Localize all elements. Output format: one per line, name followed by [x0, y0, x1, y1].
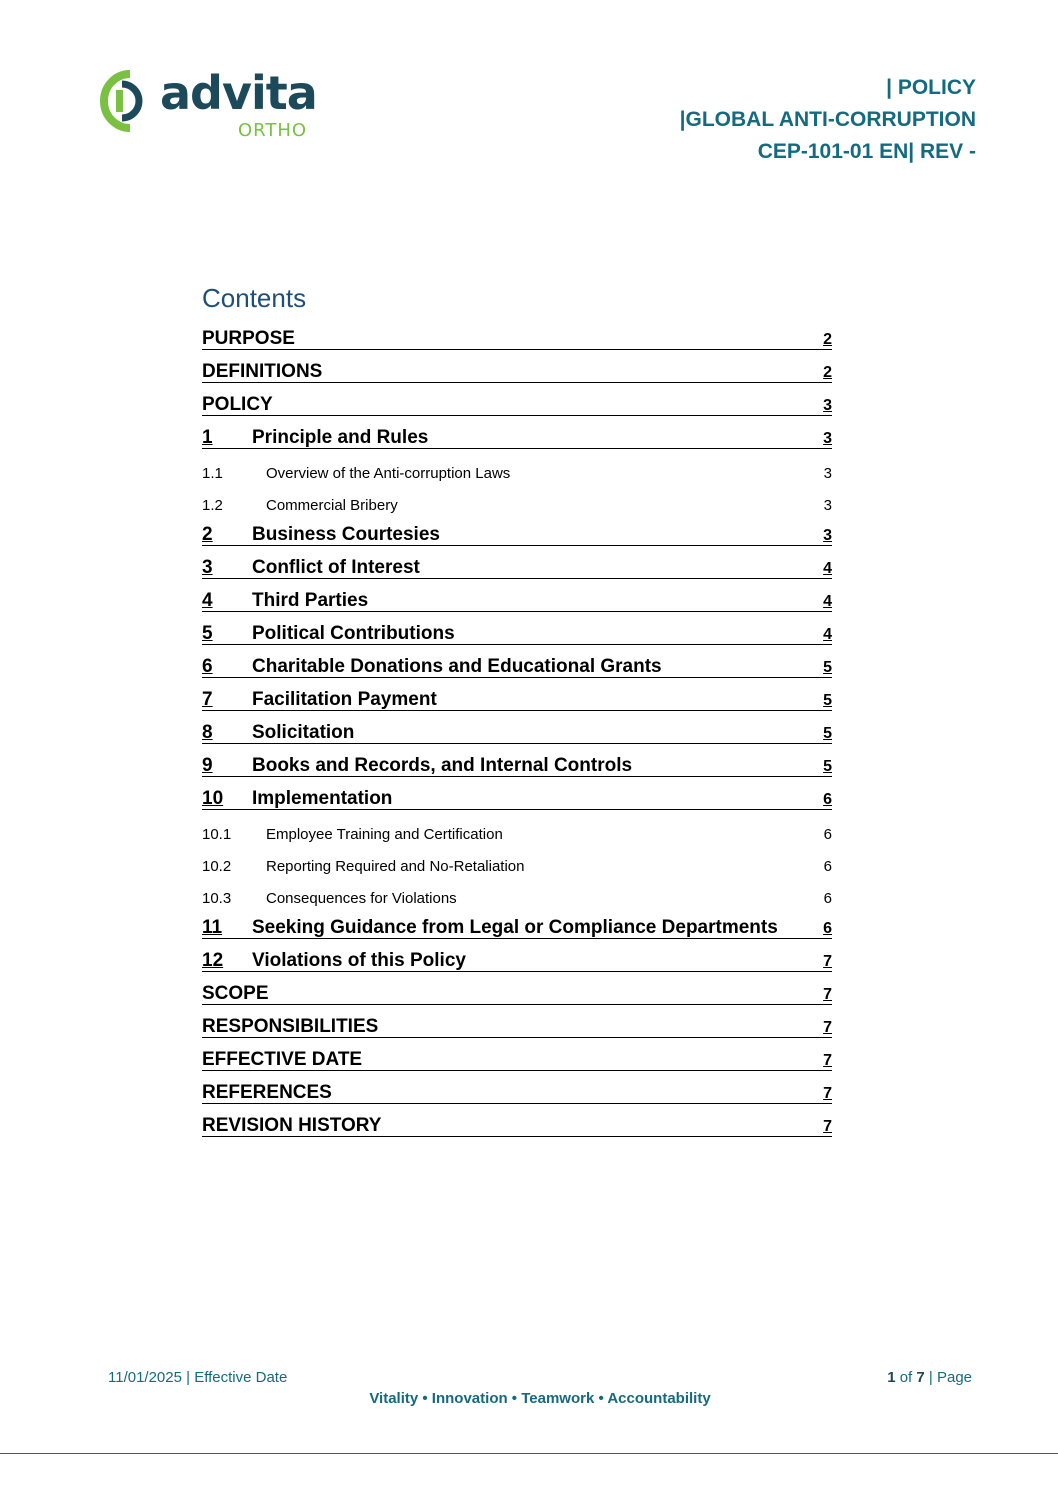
toc-entry-page: 7 — [823, 1052, 832, 1069]
toc-entry-page: 3 — [823, 497, 832, 514]
toc-entry-title[interactable]: Reporting Required and No-Retaliation — [266, 858, 525, 875]
toc-entry[interactable] — [202, 948, 832, 972]
toc-entry[interactable] — [202, 392, 832, 416]
page-of: of — [895, 1369, 917, 1386]
toc-entry[interactable] — [202, 883, 832, 915]
toc-entry[interactable] — [202, 1047, 832, 1071]
toc-entry-page: 6 — [823, 826, 832, 843]
toc-entry-number: 2 — [202, 524, 213, 545]
toc-entry-title[interactable]: Political Contributions — [252, 623, 455, 644]
toc-entry[interactable] — [202, 588, 832, 612]
company-logo — [100, 66, 320, 146]
toc-entry-title[interactable]: Principle and Rules — [252, 427, 429, 448]
logo-wordmark: advita — [160, 66, 317, 120]
toc-entry[interactable] — [202, 425, 832, 449]
toc-entry-number: 1 — [202, 427, 213, 448]
toc-entry[interactable] — [202, 753, 832, 777]
toc-entry-page: 6 — [823, 858, 832, 875]
table-of-contents — [202, 326, 832, 1146]
footer-effective-date: 11/01/2025 | Effective Date — [108, 1369, 288, 1386]
toc-entry-number: 8 — [202, 722, 213, 743]
toc-entry[interactable] — [202, 1080, 832, 1104]
toc-entry[interactable] — [202, 326, 832, 350]
toc-entry-page: 5 — [823, 758, 832, 775]
toc-entry-page: 5 — [823, 659, 832, 676]
toc-entry[interactable] — [202, 786, 832, 810]
toc-entry-title[interactable]: Consequences for Violations — [266, 890, 457, 907]
toc-entry-page: 5 — [823, 725, 832, 742]
toc-entry-title[interactable]: Charitable Donations and Educational Grants — [252, 656, 662, 677]
toc-entry-title[interactable]: Solicitation — [252, 722, 355, 743]
toc-entry[interactable] — [202, 359, 832, 383]
toc-entry-page: 7 — [823, 1085, 832, 1102]
toc-entry-number: 5 — [202, 623, 213, 644]
toc-entry-number: 7 — [202, 689, 213, 710]
header-doc-type: | POLICY — [886, 76, 976, 99]
toc-entry-title[interactable]: REVISION HISTORY — [202, 1115, 382, 1136]
toc-entry-title[interactable]: Seeking Guidance from Legal or Compliance Departments — [252, 917, 778, 938]
header-doc-title: |GLOBAL ANTI-CORRUPTION — [679, 108, 976, 131]
toc-entry[interactable] — [202, 915, 832, 939]
toc-entry-page: 6 — [823, 890, 832, 907]
toc-entry[interactable] — [202, 1113, 832, 1137]
toc-entry-title[interactable]: Implementation — [252, 788, 393, 809]
toc-entry[interactable] — [202, 654, 832, 678]
page-suffix: | Page — [924, 1369, 972, 1386]
toc-entry-page: 4 — [823, 626, 832, 643]
toc-entry-number: 10.1 — [202, 826, 232, 843]
toc-entry[interactable] — [202, 555, 832, 579]
toc-entry-title[interactable]: SCOPE — [202, 983, 269, 1004]
toc-entry-page: 2 — [823, 331, 832, 348]
toc-entry-title[interactable]: Books and Records, and Internal Controls — [252, 755, 633, 776]
toc-entry-page: 7 — [823, 1019, 832, 1036]
document-header — [680, 72, 976, 168]
page-current: 1 — [887, 1369, 896, 1386]
toc-entry-title[interactable]: REFERENCES — [202, 1082, 332, 1103]
logo-subtitle: ORTHO — [238, 120, 308, 141]
toc-entry[interactable] — [202, 819, 832, 851]
toc-entry-number: 11 — [202, 917, 223, 938]
toc-entry-title[interactable]: PURPOSE — [202, 328, 295, 349]
toc-entry-number: 9 — [202, 755, 213, 776]
toc-entry-number: 12 — [202, 950, 224, 971]
toc-entry-page: 3 — [823, 527, 832, 544]
page-total: 7 — [916, 1369, 925, 1386]
toc-entry-page: 3 — [823, 397, 832, 414]
toc-entry-title[interactable]: EFFECTIVE DATE — [202, 1049, 363, 1070]
toc-entry[interactable] — [202, 981, 832, 1005]
toc-entry[interactable] — [202, 522, 832, 546]
toc-entry-number: 4 — [202, 590, 213, 611]
toc-entry-title[interactable]: Facilitation Payment — [252, 689, 437, 710]
footer-page-number — [887, 1369, 972, 1386]
logo-mark-icon — [100, 70, 152, 132]
toc-entry[interactable] — [202, 687, 832, 711]
toc-entry-title[interactable]: Third Parties — [252, 590, 369, 611]
toc-entry-title[interactable]: RESPONSIBILITIES — [202, 1016, 379, 1037]
toc-entry-number: 3 — [202, 557, 213, 578]
toc-entry-page: 7 — [823, 1118, 832, 1135]
toc-entry-number: 10.3 — [202, 890, 232, 907]
toc-entry[interactable] — [202, 458, 832, 490]
footer-company-values: Vitality • Innovation • Teamwork • Accountability — [369, 1390, 711, 1407]
toc-entry-page: 2 — [823, 364, 832, 381]
toc-entry-page: 4 — [823, 560, 832, 577]
toc-entry-number: 6 — [202, 656, 213, 677]
toc-entry-title[interactable]: POLICY — [202, 394, 273, 415]
toc-entry-title[interactable]: Commercial Bribery — [266, 497, 398, 514]
toc-entry-title[interactable]: Employee Training and Certification — [266, 826, 503, 843]
toc-entry-page: 6 — [823, 791, 832, 808]
header-doc-code: CEP-101-01 EN| REV - — [757, 140, 976, 163]
toc-entry-title[interactable]: Violations of this Policy — [252, 950, 466, 971]
toc-entry-page: 7 — [823, 986, 832, 1003]
footer-divider — [0, 1453, 1058, 1454]
toc-entry[interactable] — [202, 490, 832, 522]
toc-entry-page: 7 — [823, 953, 832, 970]
toc-entry-title[interactable]: Conflict of Interest — [252, 557, 420, 578]
toc-entry[interactable] — [202, 1014, 832, 1038]
toc-entry-page: 3 — [823, 465, 832, 482]
toc-entry-number: 1.2 — [202, 497, 223, 514]
toc-entry-title[interactable]: Overview of the Anti-corruption Laws — [266, 465, 511, 482]
contents-heading: Contents — [202, 283, 307, 313]
toc-entry-page: 5 — [823, 692, 832, 709]
toc-entry-title[interactable]: Business Courtesies — [252, 524, 440, 545]
toc-entry[interactable] — [202, 720, 832, 744]
toc-entry-title[interactable]: DEFINITIONS — [202, 361, 323, 382]
toc-entry-page: 6 — [823, 920, 832, 937]
toc-entry-number: 10 — [202, 788, 224, 809]
toc-entry[interactable] — [202, 621, 832, 645]
toc-entry-page: 4 — [823, 593, 832, 610]
toc-entry-number: 10.2 — [202, 858, 232, 875]
toc-entry[interactable] — [202, 851, 832, 883]
toc-entry-number: 1.1 — [202, 465, 223, 482]
toc-entry-page: 3 — [823, 430, 832, 447]
